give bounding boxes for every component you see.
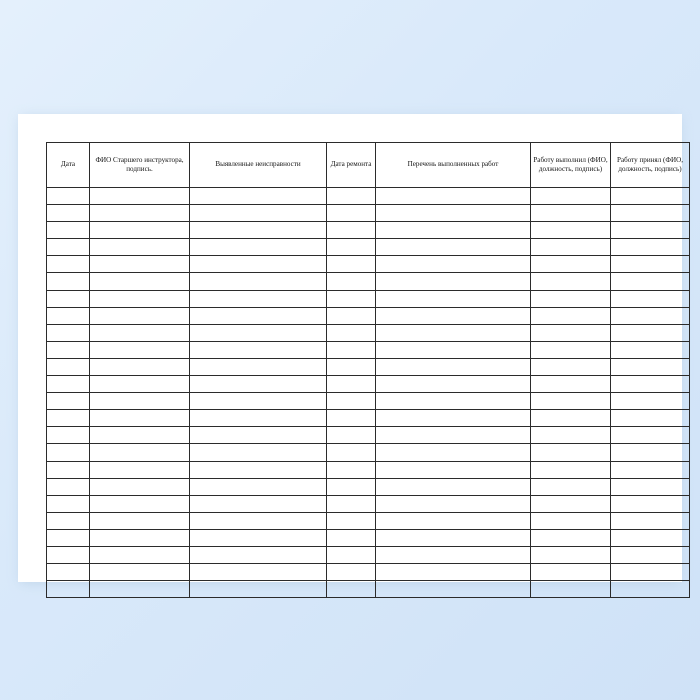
cell-repair-date[interactable] <box>327 324 376 341</box>
cell-performed-by[interactable] <box>531 376 611 393</box>
cell-repair-date[interactable] <box>327 393 376 410</box>
cell-performed-by[interactable] <box>531 256 611 273</box>
cell-works-list[interactable] <box>376 324 531 341</box>
cell-works-list[interactable] <box>376 222 531 239</box>
cell-instructor[interactable] <box>90 564 190 581</box>
cell-repair-date[interactable] <box>327 273 376 290</box>
cell-repair-date[interactable] <box>327 581 376 598</box>
table-container <box>46 142 683 598</box>
cell-works-list[interactable] <box>376 239 531 256</box>
cell-performed-by[interactable] <box>531 188 611 205</box>
cell-performed-by[interactable] <box>531 495 611 512</box>
cell-date[interactable] <box>47 427 90 444</box>
cell-instructor[interactable] <box>90 273 190 290</box>
cell-works-list[interactable] <box>376 546 531 563</box>
cell-works-list[interactable] <box>376 529 531 546</box>
cell-performed-by[interactable] <box>531 529 611 546</box>
cell-performed-by[interactable] <box>531 444 611 461</box>
table-row[interactable] <box>47 444 690 461</box>
cell-works-list[interactable] <box>376 376 531 393</box>
cell-instructor[interactable] <box>90 188 190 205</box>
cell-date[interactable] <box>47 324 90 341</box>
cell-faults[interactable] <box>190 273 327 290</box>
cell-faults[interactable] <box>190 427 327 444</box>
cell-works-list[interactable] <box>376 495 531 512</box>
cell-date[interactable] <box>47 581 90 598</box>
cell-instructor[interactable] <box>90 239 190 256</box>
header-row <box>47 143 690 188</box>
cell-repair-date[interactable] <box>327 444 376 461</box>
cell-instructor[interactable] <box>90 512 190 529</box>
cell-accepted-by[interactable] <box>611 222 690 239</box>
cell-repair-date[interactable] <box>327 290 376 307</box>
column-header-performed-by: Работу выполнил (ФИО, должность, подпись) <box>531 143 611 188</box>
cell-performed-by[interactable] <box>531 564 611 581</box>
cell-date[interactable] <box>47 376 90 393</box>
cell-performed-by[interactable] <box>531 324 611 341</box>
cell-repair-date[interactable] <box>327 427 376 444</box>
cell-works-list[interactable] <box>376 564 531 581</box>
cell-performed-by[interactable] <box>531 512 611 529</box>
cell-works-list[interactable] <box>376 188 531 205</box>
cell-performed-by[interactable] <box>531 427 611 444</box>
cell-repair-date[interactable] <box>327 461 376 478</box>
cell-performed-by[interactable] <box>531 461 611 478</box>
table-row[interactable] <box>47 512 690 529</box>
cell-works-list[interactable] <box>376 205 531 222</box>
table-row[interactable] <box>47 564 690 581</box>
cell-repair-date[interactable] <box>327 188 376 205</box>
cell-works-list[interactable] <box>376 410 531 427</box>
cell-works-list[interactable] <box>376 512 531 529</box>
cell-date[interactable] <box>47 239 90 256</box>
cell-faults[interactable] <box>190 478 327 495</box>
cell-instructor[interactable] <box>90 341 190 358</box>
cell-faults[interactable] <box>190 256 327 273</box>
cell-performed-by[interactable] <box>531 358 611 375</box>
cell-accepted-by[interactable] <box>611 290 690 307</box>
cell-accepted-by[interactable] <box>611 581 690 598</box>
cell-date[interactable] <box>47 188 90 205</box>
cell-works-list[interactable] <box>376 478 531 495</box>
cell-accepted-by[interactable] <box>611 256 690 273</box>
table-row[interactable] <box>47 393 690 410</box>
cell-faults[interactable] <box>190 461 327 478</box>
cell-performed-by[interactable] <box>531 239 611 256</box>
cell-works-list[interactable] <box>376 393 531 410</box>
cell-performed-by[interactable] <box>531 307 611 324</box>
cell-repair-date[interactable] <box>327 256 376 273</box>
cell-date[interactable] <box>47 307 90 324</box>
table-row[interactable] <box>47 581 690 598</box>
table-row[interactable] <box>47 273 690 290</box>
cell-accepted-by[interactable] <box>611 376 690 393</box>
cell-faults[interactable] <box>190 495 327 512</box>
cell-repair-date[interactable] <box>327 546 376 563</box>
column-header-repair-date: Дата ремонта <box>327 143 376 188</box>
table-row[interactable] <box>47 188 690 205</box>
cell-accepted-by[interactable] <box>611 512 690 529</box>
table-row[interactable] <box>47 290 690 307</box>
table-row[interactable] <box>47 461 690 478</box>
cell-works-list[interactable] <box>376 358 531 375</box>
cell-date[interactable] <box>47 512 90 529</box>
cell-repair-date[interactable] <box>327 358 376 375</box>
cell-works-list[interactable] <box>376 307 531 324</box>
cell-performed-by[interactable] <box>531 478 611 495</box>
table-row[interactable] <box>47 478 690 495</box>
table-row[interactable] <box>47 529 690 546</box>
cell-accepted-by[interactable] <box>611 444 690 461</box>
cell-repair-date[interactable] <box>327 239 376 256</box>
cell-works-list[interactable] <box>376 444 531 461</box>
cell-faults[interactable] <box>190 546 327 563</box>
table-row[interactable] <box>47 410 690 427</box>
cell-date[interactable] <box>47 358 90 375</box>
cell-repair-date[interactable] <box>327 376 376 393</box>
cell-accepted-by[interactable] <box>611 273 690 290</box>
cell-repair-date[interactable] <box>327 495 376 512</box>
cell-instructor[interactable] <box>90 222 190 239</box>
cell-repair-date[interactable] <box>327 478 376 495</box>
table-row[interactable] <box>47 495 690 512</box>
cell-faults[interactable] <box>190 188 327 205</box>
cell-accepted-by[interactable] <box>611 393 690 410</box>
cell-accepted-by[interactable] <box>611 341 690 358</box>
cell-accepted-by[interactable] <box>611 358 690 375</box>
cell-date[interactable] <box>47 341 90 358</box>
cell-faults[interactable] <box>190 529 327 546</box>
cell-repair-date[interactable] <box>327 205 376 222</box>
cell-accepted-by[interactable] <box>611 478 690 495</box>
cell-faults[interactable] <box>190 358 327 375</box>
cell-performed-by[interactable] <box>531 341 611 358</box>
cell-instructor[interactable] <box>90 410 190 427</box>
cell-faults[interactable] <box>190 410 327 427</box>
cell-instructor[interactable] <box>90 393 190 410</box>
cell-faults[interactable] <box>190 512 327 529</box>
cell-date[interactable] <box>47 205 90 222</box>
column-header-faults: Выявленные неисправности <box>190 143 327 188</box>
cell-performed-by[interactable] <box>531 205 611 222</box>
cell-instructor[interactable] <box>90 495 190 512</box>
table-row[interactable] <box>47 222 690 239</box>
cell-performed-by[interactable] <box>531 581 611 598</box>
cell-repair-date[interactable] <box>327 410 376 427</box>
cell-faults[interactable] <box>190 444 327 461</box>
cell-works-list[interactable] <box>376 273 531 290</box>
cell-accepted-by[interactable] <box>611 307 690 324</box>
table-row[interactable] <box>47 205 690 222</box>
cell-performed-by[interactable] <box>531 290 611 307</box>
cell-performed-by[interactable] <box>531 273 611 290</box>
cell-repair-date[interactable] <box>327 529 376 546</box>
cell-instructor[interactable] <box>90 358 190 375</box>
cell-date[interactable] <box>47 478 90 495</box>
cell-repair-date[interactable] <box>327 307 376 324</box>
cell-instructor[interactable] <box>90 546 190 563</box>
table-row[interactable] <box>47 324 690 341</box>
cell-works-list[interactable] <box>376 581 531 598</box>
table-header <box>47 143 690 188</box>
cell-date[interactable] <box>47 546 90 563</box>
cell-instructor[interactable] <box>90 478 190 495</box>
cell-works-list[interactable] <box>376 427 531 444</box>
cell-instructor[interactable] <box>90 581 190 598</box>
cell-accepted-by[interactable] <box>611 564 690 581</box>
document-page <box>18 114 682 582</box>
cell-accepted-by[interactable] <box>611 239 690 256</box>
cell-accepted-by[interactable] <box>611 188 690 205</box>
cell-instructor[interactable] <box>90 427 190 444</box>
cell-faults[interactable] <box>190 376 327 393</box>
cell-works-list[interactable] <box>376 461 531 478</box>
cell-works-list[interactable] <box>376 341 531 358</box>
cell-faults[interactable] <box>190 341 327 358</box>
column-header-date: Дата <box>47 143 90 188</box>
cell-date[interactable] <box>47 393 90 410</box>
cell-faults[interactable] <box>190 222 327 239</box>
table-row[interactable] <box>47 376 690 393</box>
cell-faults[interactable] <box>190 324 327 341</box>
cell-performed-by[interactable] <box>531 410 611 427</box>
column-header-instructor: ФИО Старшего инструктора, подпись. <box>90 143 190 188</box>
cell-faults[interactable] <box>190 564 327 581</box>
cell-date[interactable] <box>47 290 90 307</box>
table-row[interactable] <box>47 307 690 324</box>
cell-date[interactable] <box>47 256 90 273</box>
cell-instructor[interactable] <box>90 444 190 461</box>
cell-date[interactable] <box>47 222 90 239</box>
cell-accepted-by[interactable] <box>611 495 690 512</box>
cell-faults[interactable] <box>190 393 327 410</box>
cell-date[interactable] <box>47 564 90 581</box>
table-body <box>47 188 690 598</box>
cell-date[interactable] <box>47 444 90 461</box>
cell-accepted-by[interactable] <box>611 546 690 563</box>
cell-instructor[interactable] <box>90 324 190 341</box>
table-row[interactable] <box>47 256 690 273</box>
cell-accepted-by[interactable] <box>611 205 690 222</box>
table-row[interactable] <box>47 358 690 375</box>
cell-faults[interactable] <box>190 239 327 256</box>
cell-faults[interactable] <box>190 205 327 222</box>
cell-works-list[interactable] <box>376 256 531 273</box>
cell-performed-by[interactable] <box>531 546 611 563</box>
cell-performed-by[interactable] <box>531 222 611 239</box>
cell-accepted-by[interactable] <box>611 410 690 427</box>
cell-instructor[interactable] <box>90 205 190 222</box>
cell-date[interactable] <box>47 461 90 478</box>
cell-date[interactable] <box>47 529 90 546</box>
cell-instructor[interactable] <box>90 290 190 307</box>
cell-instructor[interactable] <box>90 376 190 393</box>
cell-accepted-by[interactable] <box>611 529 690 546</box>
cell-accepted-by[interactable] <box>611 324 690 341</box>
cell-repair-date[interactable] <box>327 512 376 529</box>
table-row[interactable] <box>47 239 690 256</box>
cell-instructor[interactable] <box>90 461 190 478</box>
cell-instructor[interactable] <box>90 256 190 273</box>
cell-repair-date[interactable] <box>327 564 376 581</box>
cell-repair-date[interactable] <box>327 341 376 358</box>
table-row[interactable] <box>47 427 690 444</box>
cell-performed-by[interactable] <box>531 393 611 410</box>
cell-faults[interactable] <box>190 307 327 324</box>
register-table <box>46 142 690 598</box>
cell-works-list[interactable] <box>376 290 531 307</box>
cell-faults[interactable] <box>190 290 327 307</box>
column-header-works-list: Перечень выполненных работ <box>376 143 531 188</box>
cell-date[interactable] <box>47 495 90 512</box>
cell-instructor[interactable] <box>90 529 190 546</box>
cell-faults[interactable] <box>190 581 327 598</box>
cell-date[interactable] <box>47 273 90 290</box>
cell-instructor[interactable] <box>90 307 190 324</box>
cell-accepted-by[interactable] <box>611 427 690 444</box>
table-row[interactable] <box>47 546 690 563</box>
table-row[interactable] <box>47 341 690 358</box>
column-header-accepted-by: Работу принял (ФИО, должность, подпись) <box>611 143 690 188</box>
cell-date[interactable] <box>47 410 90 427</box>
cell-accepted-by[interactable] <box>611 461 690 478</box>
cell-repair-date[interactable] <box>327 222 376 239</box>
